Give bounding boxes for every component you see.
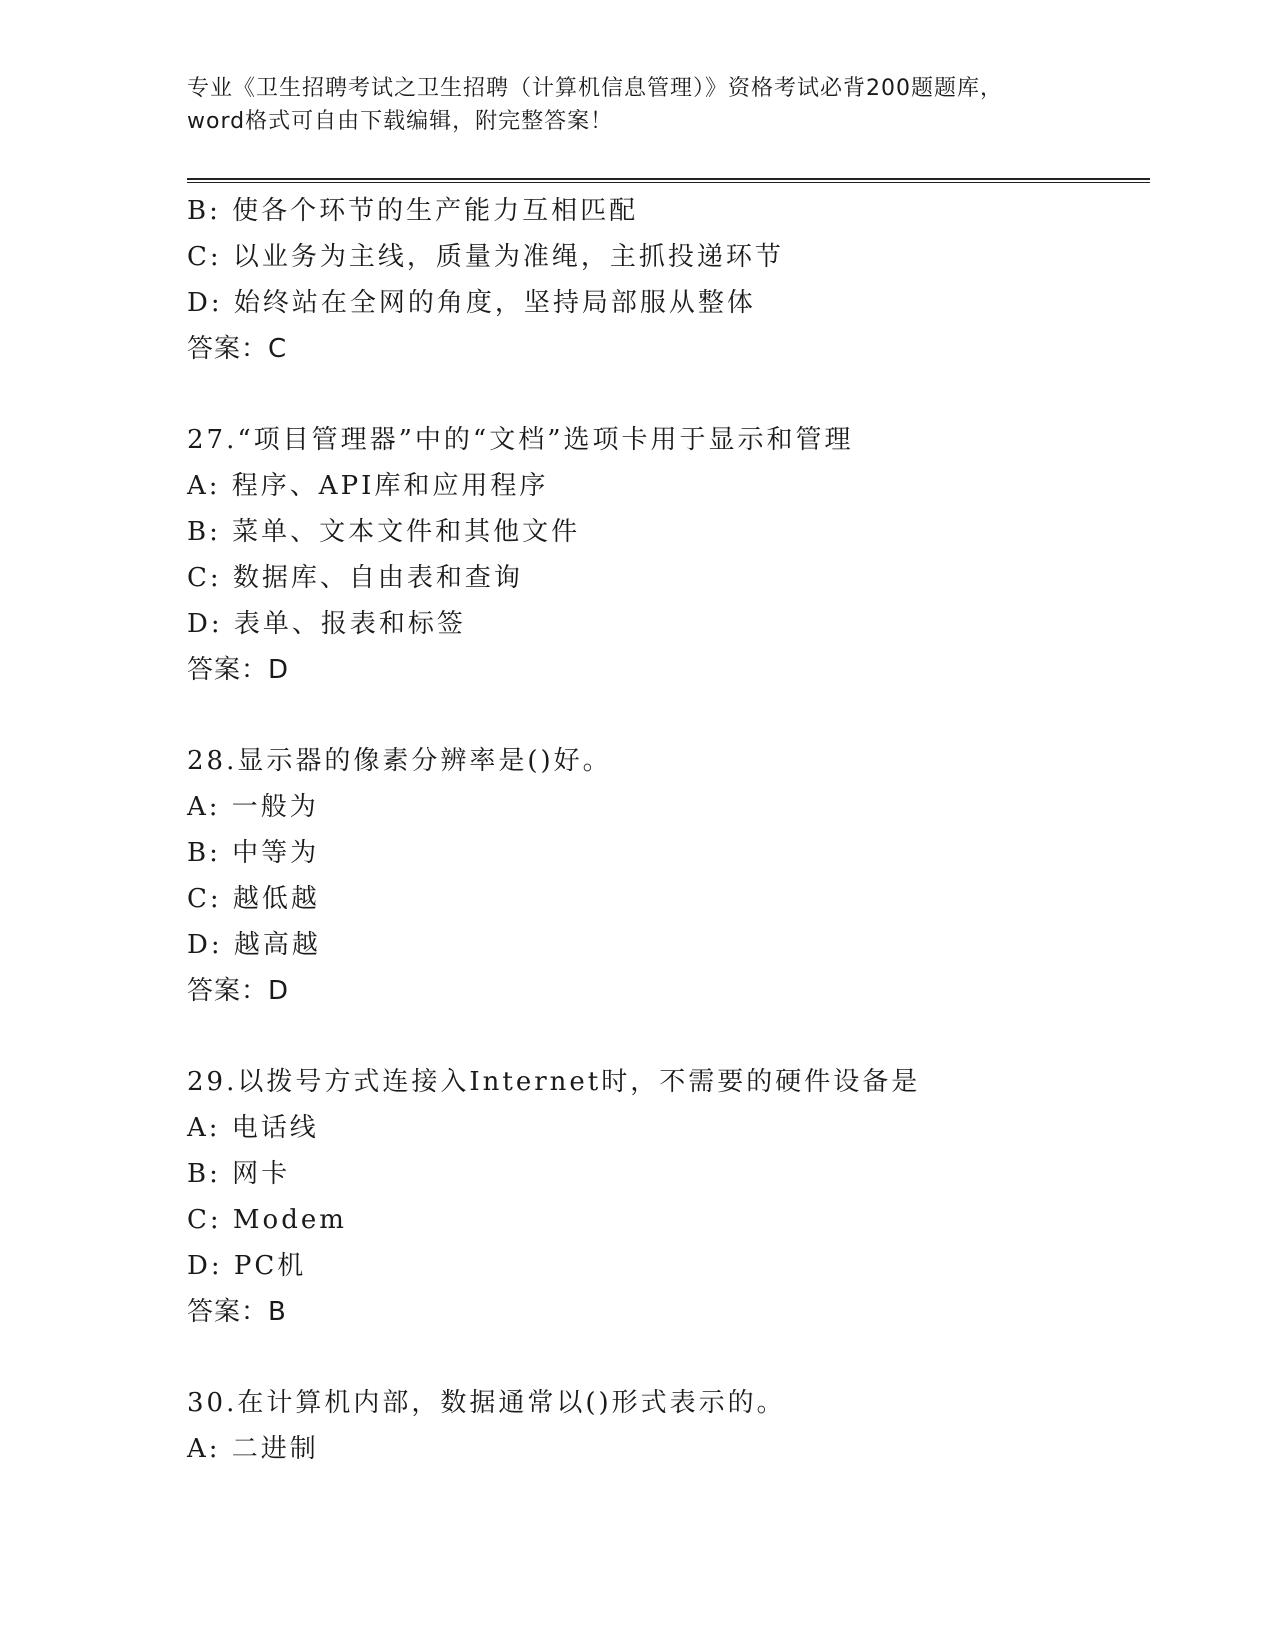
option-d: D: 越高越	[187, 930, 321, 960]
option-a: A: 电话线	[187, 1113, 319, 1143]
question-block-27	[187, 417, 1150, 693]
header-line-1: 专业《卫生招聘考试之卫生招聘（计算机信息管理）》资格考试必背200题题库，	[187, 76, 1003, 101]
answer-line: 答案：B	[187, 1297, 287, 1327]
option-b: B: 网卡	[187, 1159, 291, 1189]
option-a: A: 二进制	[187, 1434, 319, 1464]
answer-line: 答案：D	[187, 655, 290, 685]
document-header	[187, 72, 1087, 138]
answer-line: 答案：D	[187, 976, 290, 1006]
header-divider	[187, 178, 1150, 183]
question-list	[187, 188, 1150, 1472]
header-line-2: word格式可自由下载编辑，附完整答案！	[187, 109, 614, 134]
option-d: D: PC机	[187, 1251, 307, 1281]
option-c: C: 数据库、自由表和查询	[187, 563, 523, 593]
option-c: C: 以业务为主线，质量为准绳，主抓投递环节	[187, 242, 784, 272]
option-b: B: 使各个环节的生产能力互相匹配	[187, 196, 639, 226]
option-b: B: 菜单、文本文件和其他文件	[187, 517, 581, 547]
option-a: A: 一般为	[187, 792, 319, 822]
question-block-26	[187, 188, 1150, 372]
question-stem: 27.“项目管理器”中的“文档”选项卡用于显示和管理	[187, 425, 854, 455]
question-block-29	[187, 1059, 1150, 1335]
answer-line: 答案：C	[187, 334, 288, 364]
question-stem: 30.在计算机内部，数据通常以()形式表示的。	[187, 1388, 786, 1418]
question-stem: 29.以拨号方式连接入Internet时，不需要的硬件设备是	[187, 1067, 921, 1097]
option-a: A: 程序、API库和应用程序	[187, 471, 549, 501]
question-block-28	[187, 738, 1150, 1014]
option-d: D: 始终站在全网的角度，坚持局部服从整体	[187, 288, 756, 318]
option-c: C: 越低越	[187, 884, 320, 914]
option-c: C: Modem	[187, 1205, 347, 1235]
option-b: B: 中等为	[187, 838, 320, 868]
question-block-30	[187, 1380, 1150, 1472]
option-d: D: 表单、报表和标签	[187, 609, 466, 639]
question-stem: 28.显示器的像素分辨率是()好。	[187, 746, 612, 776]
